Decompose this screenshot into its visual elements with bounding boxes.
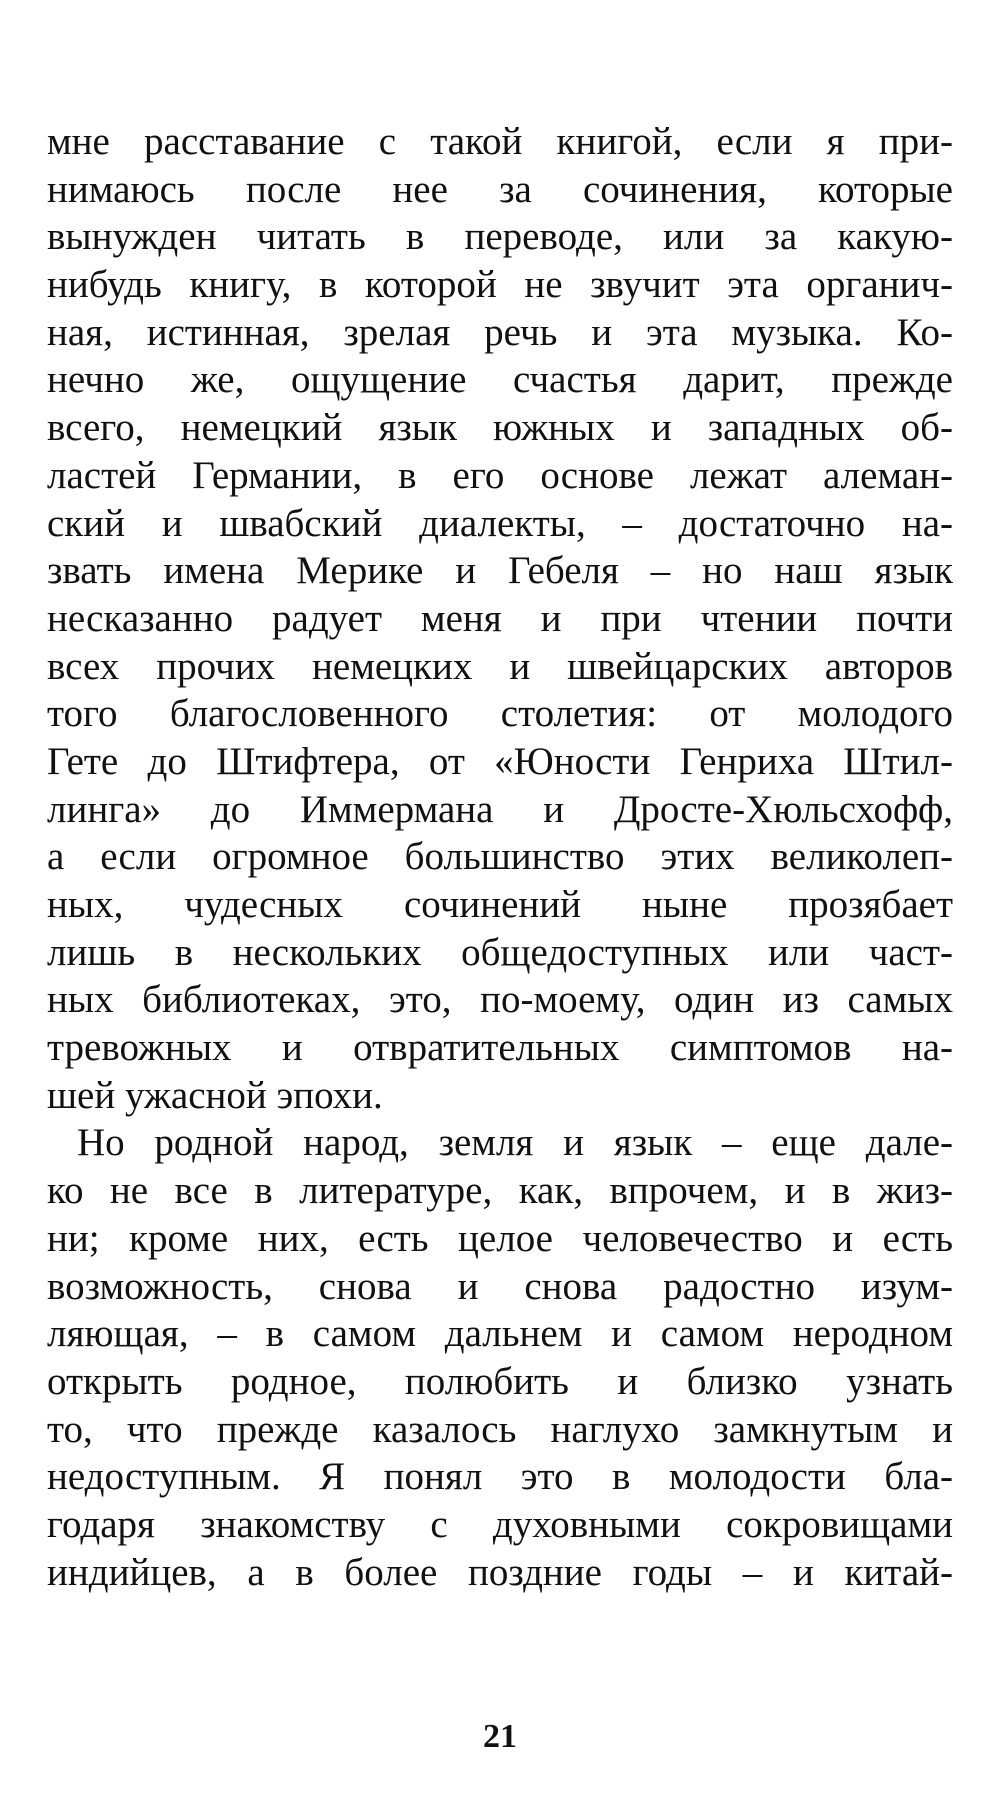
paragraph-end-line: шей ужасной эпохи. bbox=[47, 1073, 383, 1117]
text-line: лишь в нескольких общедоступных или част- bbox=[47, 930, 953, 974]
text-line: Гете до Штифтера, от «Юности Генриха Штил- bbox=[47, 739, 953, 783]
text-line: мне расставание с такой книгой, если я при- bbox=[47, 120, 953, 163]
paragraph-start-line: Но родной народ, земля и язык – еще дале- bbox=[77, 1121, 953, 1165]
text-line: открыть родное, полюбить и близко узнать bbox=[47, 1359, 953, 1403]
text-line: нимаюсь после нее за сочинения, которые bbox=[47, 167, 953, 211]
text-line: а если огромное большинство этих великолеп- bbox=[47, 835, 953, 879]
text-line: то, что прежде казалось наглухо замкнутым и bbox=[47, 1407, 953, 1451]
text-line: ский и швабский диалекты, – достаточно на- bbox=[47, 501, 953, 545]
text-line: того благословенного столетия: от молодого bbox=[47, 692, 953, 736]
text-line: ляющая, – в самом дальнем и самом неродном bbox=[47, 1312, 953, 1356]
text-line: звать имена Мерике и Гебеля – но наш язык bbox=[47, 549, 953, 593]
text-line: всего, немецкий язык южных и западных об- bbox=[47, 406, 953, 450]
text-line: годаря знакомству с духовными сокровищами bbox=[47, 1502, 953, 1546]
page-number: 21 bbox=[483, 1718, 517, 1755]
text-line: ная, истинная, зрелая речь и эта музыка. Ко- bbox=[47, 310, 953, 354]
text-line: ко не все в литературе, как, впрочем, и в жиз- bbox=[47, 1169, 953, 1213]
text-line: ни; кроме них, есть целое человечество и есть bbox=[47, 1216, 953, 1260]
text-line: вынужден читать в переводе, или за какую- bbox=[47, 215, 953, 259]
body-text bbox=[47, 118, 953, 1596]
text-line: недоступным. Я понял это в молодости бла- bbox=[47, 1455, 953, 1499]
text-line: ных, чудесных сочинений ныне прозябает bbox=[47, 883, 953, 926]
text-line: тревожных и отвратительных симптомов на- bbox=[47, 1026, 953, 1070]
text-line: нибудь книгу, в которой не звучит эта органич- bbox=[47, 263, 953, 307]
text-line: ластей Германии, в его основе лежат алеман- bbox=[47, 453, 953, 497]
text-line: нечно же, ощущение счастья дарит, прежде bbox=[47, 358, 953, 402]
text-line: индийцев, а в более поздние годы – и китай- bbox=[47, 1550, 953, 1594]
text-line: несказанно радует меня и при чтении почти bbox=[47, 596, 953, 640]
text-line: линга» до Иммермана и Дросте-Хюльсхофф, bbox=[47, 787, 953, 831]
text-line: всех прочих немецких и швейцарских авторов bbox=[47, 644, 953, 688]
text-line: ных библиотеках, это, по-моему, один из самых bbox=[47, 978, 953, 1022]
text-line: возможность, снова и снова радостно изум- bbox=[47, 1264, 953, 1308]
